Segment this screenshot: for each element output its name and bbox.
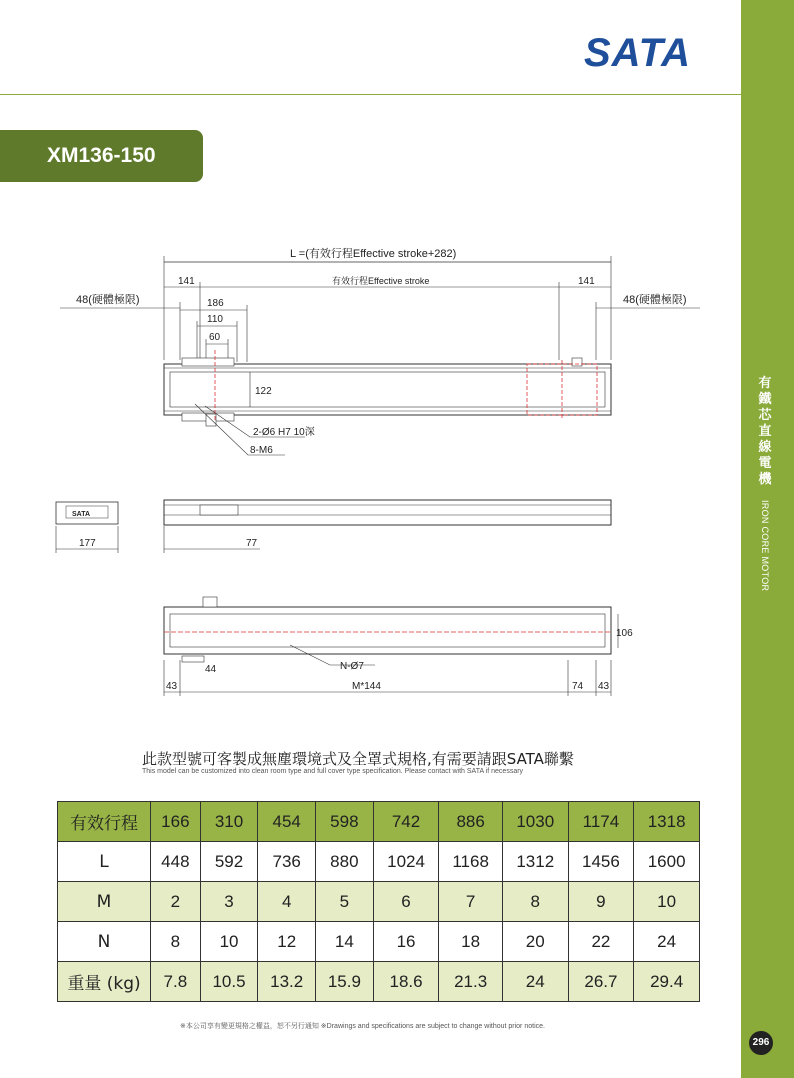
page-number: 296 (749, 1031, 773, 1055)
table-cell: 20 (502, 922, 568, 962)
pin-hole-callout: 2-Ø6 H7 10深 (253, 427, 315, 438)
hard-limit-left: 48(硬體極限) (76, 294, 140, 306)
dim-60: 60 (209, 332, 221, 343)
row-label: 有效行程 (58, 802, 151, 842)
dim-106: 106 (616, 628, 633, 639)
table-cell: 1318 (634, 802, 700, 842)
dim-m-pitch: M*144 (352, 681, 381, 692)
row-label: L (58, 842, 151, 882)
dim-effective-stroke: 有效行程Effective stroke (332, 276, 430, 286)
table-cell: 886 (439, 802, 503, 842)
table-cell: 880 (316, 842, 374, 882)
table-row (58, 922, 700, 962)
table-cell: 13.2 (258, 962, 316, 1002)
table-cell: 14 (316, 922, 374, 962)
table-cell: 18 (439, 922, 503, 962)
table-cell: 4 (258, 882, 316, 922)
table-cell: 454 (258, 802, 316, 842)
table-cell: 16 (373, 922, 439, 962)
dim-74: 74 (572, 681, 584, 692)
table-cell: 1174 (568, 802, 634, 842)
dim-43-right: 43 (598, 681, 610, 692)
table-row (58, 802, 700, 842)
sidebar-title-cn: 有 鐵 芯 直 線 電 機 (758, 376, 772, 487)
dim-77: 77 (246, 538, 258, 549)
table-cell: 1312 (502, 842, 568, 882)
table-cell: 1030 (502, 802, 568, 842)
n-holes-callout: N-Ø7 (340, 661, 364, 672)
table-cell: 3 (200, 882, 258, 922)
table-cell: 24 (502, 962, 568, 1002)
table-row (58, 842, 700, 882)
table-cell: 10.5 (200, 962, 258, 1002)
row-label: 重量 (kg) (58, 962, 151, 1002)
end-view-logo: SATA (72, 511, 91, 518)
table-row (58, 882, 700, 922)
custom-note-cn: 此款型號可客製成無塵環境式及全罩式規格,有需要請跟SATA聯繫 (142, 750, 574, 768)
table-cell: 1600 (634, 842, 700, 882)
table-cell: 7 (439, 882, 503, 922)
table-cell: 8 (502, 882, 568, 922)
table-cell: 9 (568, 882, 634, 922)
table-cell: 1024 (373, 842, 439, 882)
table-cell: 166 (151, 802, 201, 842)
tap-hole-callout: 8-M6 (250, 445, 273, 456)
custom-note-en: This model can be customized into clean room type and full cover type specification. Please contact with SATA if necessary (142, 768, 524, 775)
table-cell: 12 (258, 922, 316, 962)
table-cell: 18.6 (373, 962, 439, 1002)
footer-notice: ※本公司享有變更規格之權益，恕不另行通知 ※Drawings and specifications are subject to change without prior notice. (180, 1023, 545, 1030)
row-label: N (58, 922, 151, 962)
table-cell: 598 (316, 802, 374, 842)
dim-141-right: 141 (578, 276, 595, 287)
dim-122: 122 (255, 386, 272, 397)
table-cell: 2 (151, 882, 201, 922)
table-cell: 736 (258, 842, 316, 882)
table-cell: 6 (373, 882, 439, 922)
row-label: M (58, 882, 151, 922)
table-cell: 310 (200, 802, 258, 842)
table-cell: 21.3 (439, 962, 503, 1002)
technical-drawing (0, 230, 741, 710)
table-cell: 5 (316, 882, 374, 922)
table-cell: 742 (373, 802, 439, 842)
hard-limit-right: 48(硬體極限) (623, 294, 687, 306)
table-cell: 1456 (568, 842, 634, 882)
table-cell: 29.4 (634, 962, 700, 1002)
sidebar-title-en: IRON CORE MOTOR (760, 500, 770, 592)
dim-110: 110 (207, 314, 223, 325)
logo-text: SATA (584, 31, 691, 72)
table-cell: 10 (634, 882, 700, 922)
header-divider (0, 94, 741, 95)
table-cell: 1168 (439, 842, 503, 882)
table-cell: 22 (568, 922, 634, 962)
table-cell: 15.9 (316, 962, 374, 1002)
dim-overall-length: L =(有效行程Effective stroke+282) (290, 248, 457, 260)
model-title: XM136-150 (0, 130, 203, 182)
table-cell: 7.8 (151, 962, 201, 1002)
dim-43-left: 43 (166, 681, 178, 692)
table-cell: 10 (200, 922, 258, 962)
sata-logo (582, 30, 702, 72)
dim-186: 186 (207, 298, 224, 309)
table-cell: 24 (634, 922, 700, 962)
table-cell: 8 (151, 922, 201, 962)
table-cell: 592 (200, 842, 258, 882)
table-cell: 448 (151, 842, 201, 882)
dim-141-left: 141 (178, 276, 195, 287)
table-row (58, 962, 700, 1002)
spec-table (57, 801, 700, 1002)
dim-177: 177 (79, 538, 96, 549)
dim-44: 44 (205, 664, 217, 675)
table-cell: 26.7 (568, 962, 634, 1002)
